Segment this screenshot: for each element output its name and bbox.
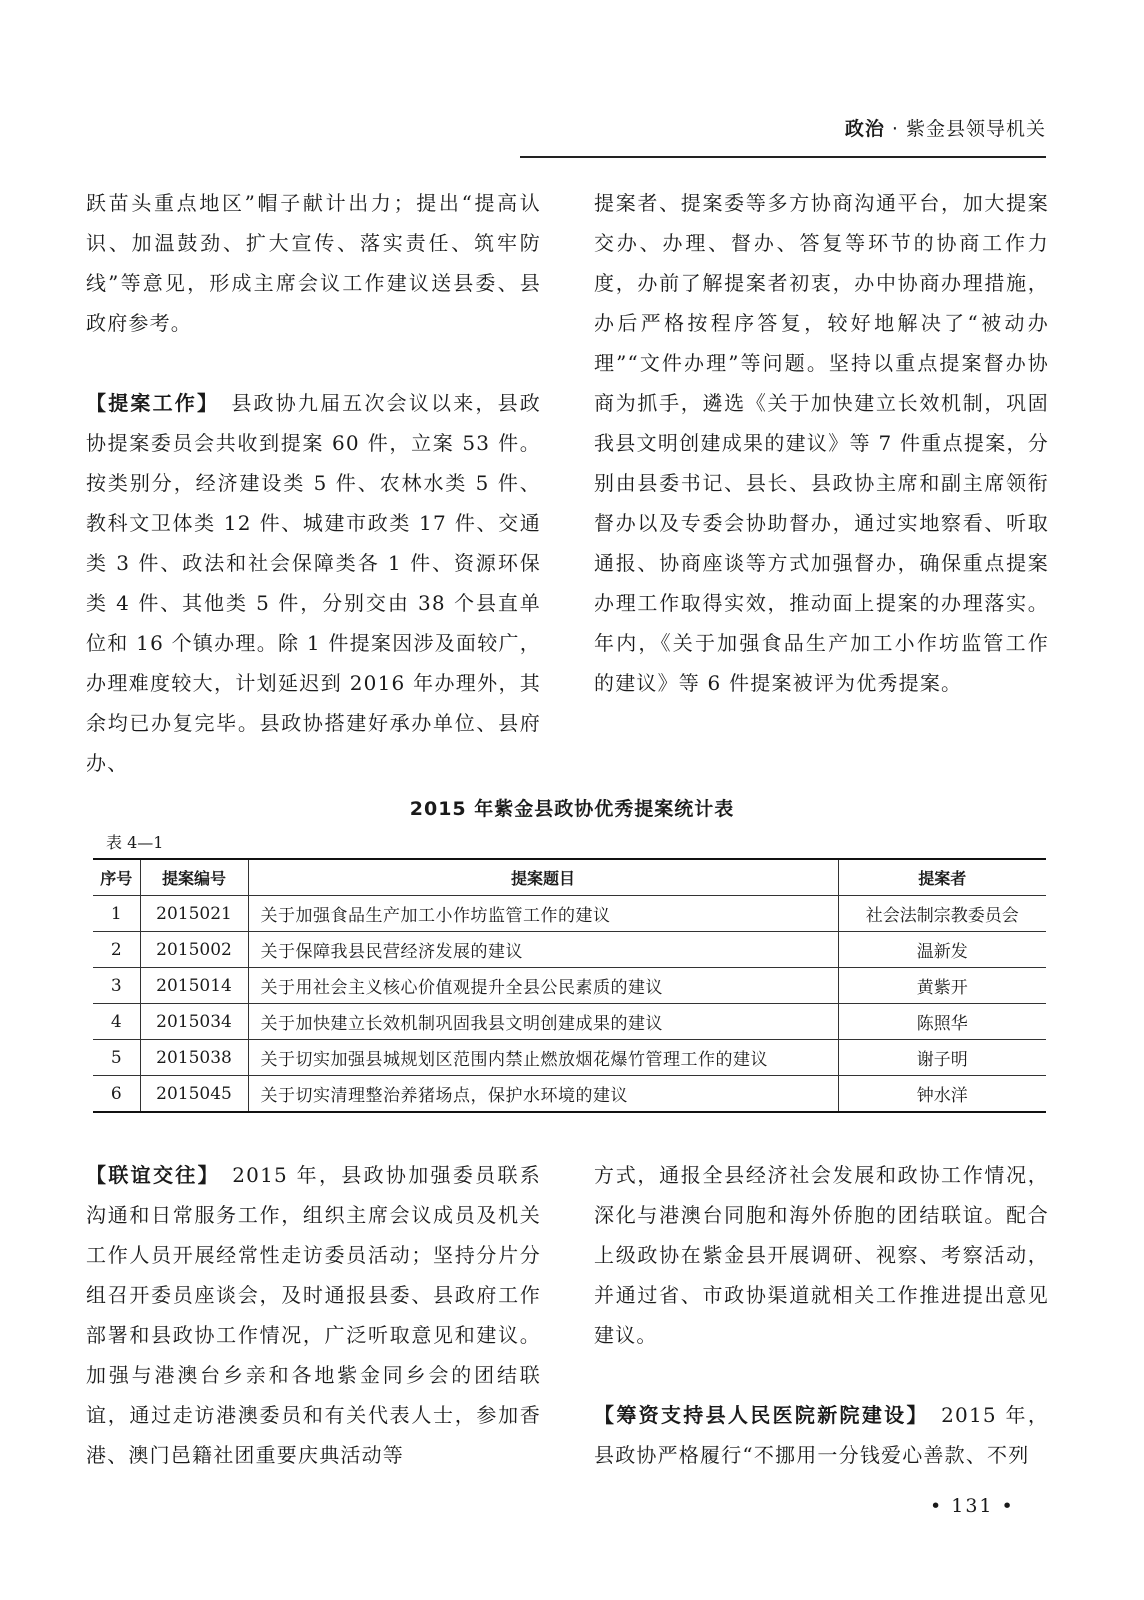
header-rule (520, 156, 1046, 158)
table-label: 表 4—1 (106, 833, 164, 852)
cell-no: 4 (93, 1004, 140, 1040)
table-row (93, 1004, 1046, 1040)
table-title: 2015 年紫金县政协优秀提案统计表 (409, 798, 735, 820)
paragraph: 方式，通报全县经济社会发展和政协工作情况，深化与港澳台同胞和海外侨胞的团结联谊。配合上级政协在紫金县开展调研、视察、考察活动，并通过省、市政协渠道就相关工作推进提出意见建议。 (594, 1163, 1049, 1347)
cell-code: 2015045 (140, 1076, 248, 1113)
cell-author: 黄紫开 (838, 968, 1046, 1004)
cell-no: 3 (93, 968, 140, 1004)
paragraph (594, 1395, 1049, 1475)
cell-title: 关于加快建立长效机制巩固我县文明创建成果的建议 (248, 1004, 838, 1040)
proposal-table (93, 858, 1046, 1113)
header-no: 序号 (93, 859, 140, 896)
page-number: • 131 • (930, 1495, 1015, 1517)
cell-title: 关于加强食品生产加工小作坊监管工作的建议 (248, 896, 838, 932)
section-heading: 【筹资支持县人民医院新院建设】 (594, 1403, 919, 1427)
paragraph: 跃苗头重点地区”帽子献计出力；提出“提高认识、加温鼓劲、扩大宣传、落实责任、筑牢防线”等意见，形成主席会议工作建议送县委、县政府参考。 (86, 191, 541, 335)
cell-no: 5 (93, 1040, 140, 1076)
header-code: 提案编号 (140, 859, 248, 896)
section-heading: 【提案工作】 (86, 391, 210, 415)
paragraph (86, 383, 541, 783)
cell-no: 1 (93, 896, 140, 932)
table-row (93, 1076, 1046, 1113)
header-separator: · (891, 118, 899, 140)
cell-code: 2015014 (140, 968, 248, 1004)
paragraph-body: 县政协九届五次会议以来，县政协提案委员会共收到提案 60 件，立案 53 件。按类别分，经济建设类 5 件、农林水类 5 件、教科文卫体类 12 件、城建市政类 17 件、交通类 3 件、政法和社会保障类各 1 件、资源环保类 4 件、其他类 5 件，分别交由 38 个县直单位和 16 个镇办理。除 1 件提案因涉及面较广，办理难度较大，计划延迟到 2016 年办理外，其余均已办复完毕。县政协搭建好承办单位、县府办、 (86, 391, 542, 775)
cell-title: 关于切实加强县城规划区范围内禁止燃放烟花爆竹管理工作的建议 (248, 1040, 838, 1076)
paragraph (86, 1155, 541, 1475)
header-section: 政治 (844, 118, 885, 140)
header-title: 提案题目 (248, 859, 838, 896)
cell-no: 6 (93, 1076, 140, 1113)
table-row (93, 932, 1046, 968)
header-author: 提案者 (838, 859, 1046, 896)
cell-no: 2 (93, 932, 140, 968)
section-heading: 【联谊交往】 (86, 1163, 210, 1187)
cell-code: 2015034 (140, 1004, 248, 1040)
paragraph: 提案者、提案委等多方协商沟通平台，加大提案交办、办理、督办、答复等环节的协商工作力度，办前了解提案者初衷，办中协商办理措施，办后严格按程序答复，较好地解决了“被动办理”“文件办理”等问题。坚持以重点提案督办协商为抓手，遴选《关于加快建立长效机制，巩固我县文明创建成果的建议》等 7 件重点提案，分别由县委书记、县长、县政协主席和副主席领衔督办以及专委会协助督办，通过实地察看、听取通报、协商座谈等方式加强督办，确保重点提案办理工作取得实效，推动面上提案的办理落实。年内，《关于加强食品生产加工小作坊监管工作的建议》等 6 件提案被评为优秀提案。 (594, 191, 1049, 695)
column-right-top (594, 183, 1049, 703)
column-left-bottom (86, 1155, 541, 1475)
cell-code: 2015038 (140, 1040, 248, 1076)
table-row (93, 1040, 1046, 1076)
paragraph-body: 2015 年，县政协加强委员联系沟通和日常服务工作，组织主席会议成员及机关工作人员开展经常性走访委员活动；坚持分片分组召开委员座谈会，及时通报县委、县政府工作部署和县政协工作情况，广泛听取意见和建议。加强与港澳台乡亲和各地紫金同乡会的团结联谊，通过走访港澳委员和有关代表人士，参加香港、澳门邑籍社团重要庆典活动等 (86, 1163, 542, 1467)
cell-author: 陈照华 (838, 1004, 1046, 1040)
cell-title: 关于保障我县民营经济发展的建议 (248, 932, 838, 968)
cell-code: 2015002 (140, 932, 248, 968)
cell-code: 2015021 (140, 896, 248, 932)
cell-author: 钟水洋 (838, 1076, 1046, 1113)
cell-author: 温新发 (838, 932, 1046, 968)
table-header-row (93, 859, 1046, 896)
table-row (93, 968, 1046, 1004)
cell-title: 关于切实清理整治养猪场点，保护水环境的建议 (248, 1076, 838, 1113)
running-header (520, 114, 1046, 141)
table-row (93, 896, 1046, 932)
cell-author: 社会法制宗教委员会 (838, 896, 1046, 932)
column-left-top (86, 183, 541, 783)
cell-title: 关于用社会主义核心价值观提升全县公民素质的建议 (248, 968, 838, 1004)
column-right-bottom (594, 1155, 1049, 1475)
cell-author: 谢子明 (838, 1040, 1046, 1076)
paragraph-body: 2015 年，县政协严格履行“不挪用一分钱爱心善款、不列 (594, 1403, 1050, 1467)
header-subsection: 紫金县领导机关 (905, 118, 1046, 140)
